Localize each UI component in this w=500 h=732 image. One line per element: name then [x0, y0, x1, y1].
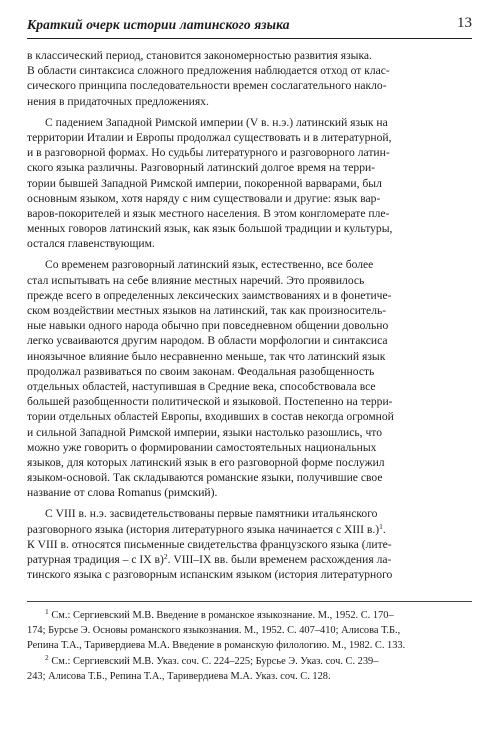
text-line-segment: . VIII–IX вв. были временем расхождения ла-: [167, 553, 392, 566]
text-line: иноязычное влияние было несравненно меньше, так что латинский язык: [27, 349, 386, 363]
text-line: ского языка различны. Разговорный латинский долгое время на терри-: [27, 161, 376, 175]
text-line: Со временем разговорный латинский язык, естественно, все более: [45, 258, 374, 272]
paragraph-3: [27, 257, 472, 500]
text-line: и сильной Западной Римской империи, языки настолько разошлись, что: [27, 425, 383, 439]
footnote-number: 1: [45, 607, 49, 616]
text-line: название от слова Romanus (римский).: [27, 486, 218, 500]
text-line: варов-покорителей и язык местного населения. В этом конгломерате пле-: [27, 206, 390, 220]
text-line: тории бывшей Западной Римской империи, покоренной варварами, был: [27, 176, 382, 190]
text-line: легко усваиваются другим народом. В области морфологии и синтаксиса: [27, 334, 388, 348]
text-line: тории отдельных областей Европы, входивших в состав некогда огромной: [27, 410, 394, 424]
text-line: ные навыки одного народа обычно при повседневном общении довольно: [27, 319, 389, 333]
text-line: языков, для которых латинский язык в его разговорной форме послужил: [27, 455, 385, 469]
footnote-ref-2: 2: [163, 552, 168, 561]
text-line: продолжал развиваться по своим законам. Феодальная разобщенность: [27, 364, 375, 378]
paragraph-2: [27, 115, 472, 252]
footnote-line: 174; Бурсье Э. Основы романского языкознания. М., 1952. С. 407–410; Алисова Т.Б.,: [27, 625, 401, 637]
running-header: [27, 12, 472, 39]
text-line: [27, 552, 472, 567]
text-line: большей разобщенности политической и языковой. Постепенно на терри-: [27, 395, 393, 409]
text-line: в классический период, становится закономерностью развития языка.: [27, 49, 372, 62]
running-title: Краткий очерк истории латинского языка: [27, 17, 290, 32]
footnote-line: [27, 654, 472, 669]
text-line: и в разговорной формах. Но судьбы литературного и разговорного латин-: [27, 146, 390, 160]
text-line: К VIII в. относятся письменные свидетельства французского языка (лите-: [27, 537, 392, 551]
text-line: С падением Западной Римской империи (V в. н.э.) латинский язык на: [45, 115, 388, 129]
page-number: 13: [457, 15, 472, 31]
main-text: [27, 48, 472, 588]
text-line: основным языком, хотя наряду с ним существовали и другие: язык вар-: [27, 191, 381, 205]
text-line: тинского языка с разговорным испанским языком (история литературного: [27, 568, 393, 582]
text-line: разговорного языка (история литературного языка начинается с XIII в.)$^1$.: [27, 521, 386, 536]
text-line: прежде всего в определенных лексических заимствованиях и в фонетиче-: [27, 288, 392, 302]
footnote-number: 2: [45, 652, 49, 662]
text-line: В области синтаксиса сложного предложения наблюдается отход от клас-: [27, 64, 390, 78]
text-line: менных говоров латинский язык, как язык большой традиции и культуры,: [27, 222, 393, 236]
footnote-2: [27, 654, 472, 684]
text-line: нения в придаточных предложениях.: [27, 94, 209, 108]
text-line-segment: ратурная традиция – с IX в): [27, 553, 164, 566]
footnote-line: 243; Алисова Т.Б., Репина Т.А., Таривердиева М.А. Указ. соч. С. 128.: [27, 670, 331, 682]
footnote-line: [27, 608, 472, 623]
text-line: территории Италии и Европы продолжал существовать и в литературной,: [27, 130, 392, 144]
footnote-line: Репина Т.А., Таривердиева М.А. Введение в романскую филологию. М., 1982. С. 133.: [27, 640, 406, 652]
footnote-1: [27, 608, 472, 654]
text-line: отдельных областей, наступившая в Средние века, способствовала все: [27, 379, 376, 393]
text-line: ском воздействии местных языков на латинский, так как произноситель-: [27, 304, 387, 317]
text-line: можно уже говорить о формировании самостоятельных национальных: [27, 440, 377, 454]
text-line-segment: разговорного языка (история литературного языка начинается с XIII в.): [27, 522, 380, 536]
text-line: сического принципа последовательности времен сослагательного накло-: [27, 79, 387, 93]
footnote-text: См.: Сергиевский М.В. Указ. соч. С. 224–225; Бурсье Э. Указ. соч. С. 239–: [51, 655, 379, 667]
footnote-ref-1: 1: [379, 521, 383, 531]
text-line: С VIII в. н.э. засвидетельствованы первые памятники итальянского: [45, 507, 378, 521]
paragraph-4: [27, 506, 472, 582]
text-line: остался главенствующим.: [27, 237, 155, 251]
footnote-text: См.: Сергиевский М.В. Введение в романское языкознание. М., 1952. С. 170–: [51, 610, 394, 621]
footnotes: [27, 601, 472, 684]
paragraph-1: [27, 48, 472, 109]
text-line: стал испытывать на себе влияние местных наречий. Это проявилось: [27, 273, 365, 287]
text-line: языком-основой. Так складываются романские языки, получившие свое: [27, 471, 383, 485]
